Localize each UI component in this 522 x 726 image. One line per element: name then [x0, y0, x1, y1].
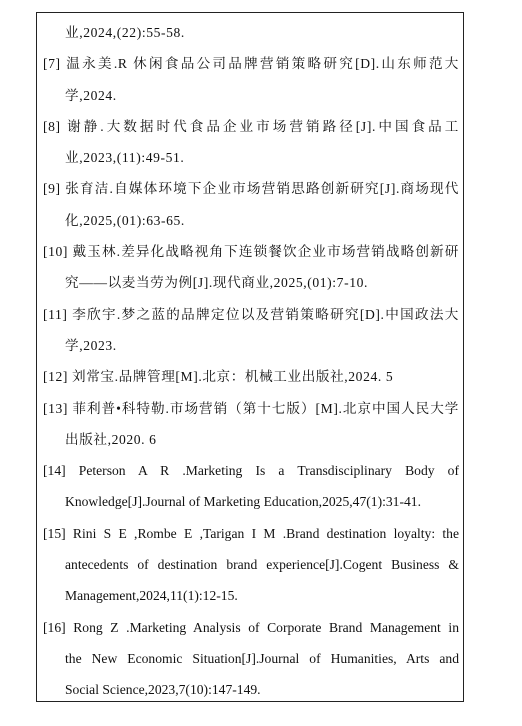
reference-item — [43, 17, 459, 48]
reference-line: Knowledge[J].Journal of Marketing Education,2025,47(1):31-41. — [65, 494, 421, 510]
reference-item — [43, 612, 459, 706]
reference-line: 学,2023. — [65, 337, 117, 353]
reference-item — [43, 393, 459, 456]
reference-line: [14] Peterson A R .Marketing Is a Transdisciplinary Body of — [43, 463, 459, 479]
reference-item — [43, 455, 459, 518]
reference-line: [16] Rong Z .Marketing Analysis of Corporate Brand Management in — [43, 619, 459, 635]
reference-line: [12] 刘常宝.品牌管理[M].北京：机械工业出版社,2024. 5 — [43, 369, 394, 385]
reference-line: 究——以麦当劳为例[J].现代商业,2025,(01):7-10. — [65, 275, 368, 291]
reference-item — [43, 518, 459, 612]
reference-line: 出版社,2020. 6 — [65, 431, 157, 447]
reference-line: the New Economic Situation[J].Journal of Humanities, Arts and — [65, 650, 459, 666]
reference-line: [11] 李欣宇.梦之蓝的品牌定位以及营销策略研究[D].中国政法大 — [43, 306, 459, 322]
reference-line: [8] 谢静.大数据时代食品企业市场营销路径[J].中国食品工 — [43, 118, 459, 134]
reference-line: Social Science,2023,7(10):147-149. — [65, 682, 261, 698]
reference-item — [43, 48, 459, 111]
reference-line: [13] 菲利普•科特勒.市场营销（第十七版）[M].北京中国人民大学 — [43, 400, 459, 416]
reference-line: [10] 戴玉林.差异化战略视角下连锁餐饮企业市场营销战略创新研 — [43, 244, 459, 260]
reference-item — [43, 299, 459, 362]
reference-line: [9] 张育洁.自媒体环境下企业市场营销思路创新研究[J].商场现代 — [43, 181, 459, 197]
reference-line: Management,2024,11(1):12-15. — [65, 588, 238, 604]
reference-line: 化,2025,(01):63-65. — [65, 212, 185, 228]
reference-item — [43, 173, 459, 236]
reference-line: 业,2024,(22):55-58. — [65, 25, 185, 40]
reference-line: [7] 温永美.R 休闲食品公司品牌营销策略研究[D].山东师范大 — [43, 56, 459, 72]
reference-line: 学,2024. — [65, 87, 117, 103]
reference-list — [43, 17, 459, 706]
reference-item — [43, 111, 459, 174]
reference-line: antecedents of destination brand experience[J].Cogent Business & — [65, 557, 459, 573]
reference-line: 业,2023,(11):49-51. — [65, 150, 185, 166]
reference-item — [43, 361, 459, 392]
reference-item — [43, 236, 459, 299]
reference-line: [15] Rini S E ,Rombe E ,Tarigan I M .Brand destination loyalty: the — [43, 525, 459, 541]
